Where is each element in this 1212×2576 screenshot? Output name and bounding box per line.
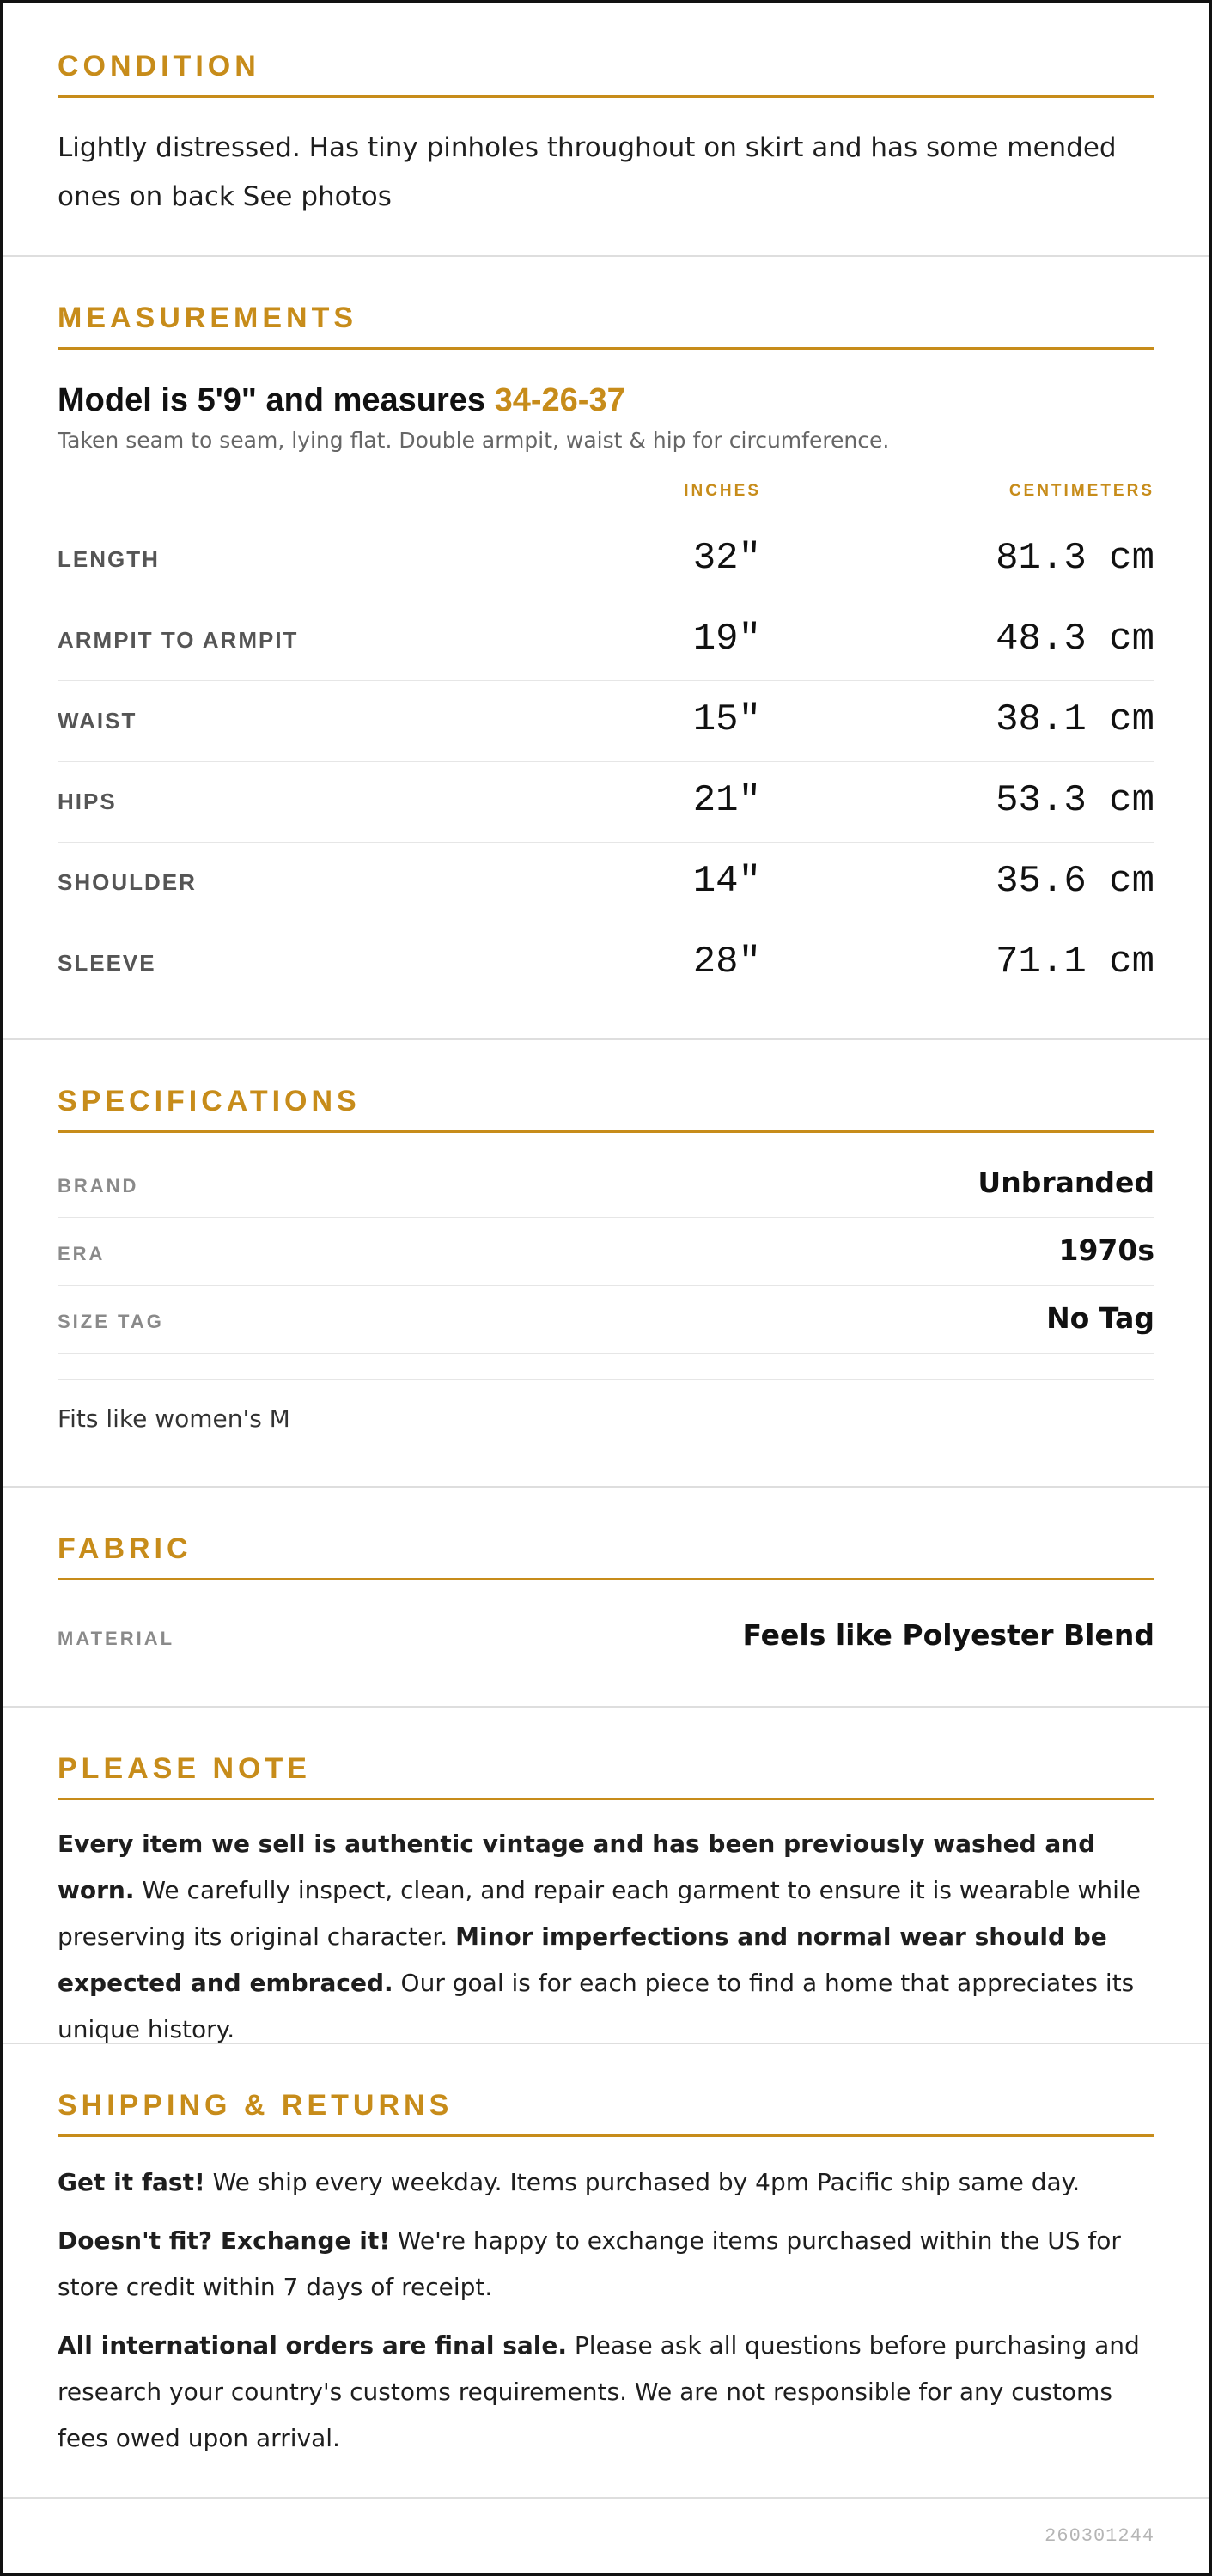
measurement-label: ARMPIT TO ARMPIT	[58, 627, 299, 653]
fabric-row-material	[58, 1603, 1154, 1670]
item-code: 260301244	[1045, 2525, 1154, 2547]
measurement-label: LENGTH	[58, 546, 160, 572]
measurement-note: Taken seam to seam, lying flat. Double armpit, waist & hip for circumference.	[58, 428, 890, 453]
measurement-cm: 53.3 cm	[996, 779, 1154, 822]
shipping-exchange-paragraph	[58, 2218, 1154, 2311]
shipping-returns-section	[3, 2044, 1209, 2499]
measurement-inches: 15"	[692, 698, 761, 741]
centimeters-column-header: CENTIMETERS	[1008, 482, 1154, 500]
specifications-list	[58, 1150, 1154, 1354]
spec-value: Unbranded	[978, 1166, 1154, 1199]
measurement-cm: 38.1 cm	[996, 698, 1154, 741]
fit-note: Fits like women's M	[58, 1379, 1154, 1433]
shipping-exchange-text: We're happy to exchange items purchased within the US for store credit within 7 days of receipt.	[58, 2226, 1121, 2301]
measurement-cm: 71.1 cm	[996, 941, 1154, 984]
condition-heading: CONDITION	[58, 3, 1154, 98]
fabric-label: MATERIAL	[58, 1628, 175, 1649]
condition-text: Lightly distressed. Has tiny pinholes throughout on skirt and has some mended ones on back See photos	[58, 132, 1117, 212]
spec-label: BRAND	[58, 1175, 139, 1197]
fabric-list	[58, 1603, 1154, 1670]
shipping-exchange-bold: Doesn't fit? Exchange it!	[58, 2226, 390, 2255]
measurement-cm: 81.3 cm	[996, 537, 1154, 580]
measurement-row-sleeve	[58, 923, 1154, 1003]
shipping-fast-text: We ship every weekday. Items purchased by 4pm Pacific ship same day.	[204, 2168, 1081, 2196]
fabric-value: Feels like Polyester Blend	[742, 1618, 1154, 1652]
spec-row-size-tag	[58, 1286, 1154, 1354]
please-note-heading: PLEASE NOTE	[58, 1708, 1154, 1800]
shipping-international-text: Please ask all questions before purchasing and research your country's customs requirements. We are not responsible for any customs fees owed upon arrival.	[58, 2331, 1140, 2452]
measurement-label: HIPS	[58, 789, 117, 814]
measurement-inches: 28"	[692, 941, 761, 984]
shipping-fast-paragraph	[58, 2159, 1154, 2206]
measurement-label: SLEEVE	[58, 950, 156, 976]
please-note-bold-1: Every item we sell is authentic vintage and has been previously washed and worn.	[58, 1830, 1096, 1904]
model-prefix: Model is 5'9" and measures	[58, 382, 495, 418]
measurement-row-waist	[58, 681, 1154, 762]
please-note-section	[3, 1708, 1209, 2044]
measurement-label: SHOULDER	[58, 869, 197, 895]
fabric-heading: FABRIC	[58, 1488, 1154, 1580]
measurements-heading: MEASUREMENTS	[58, 257, 1154, 350]
please-note-bold-2: Minor imperfections and normal wear should be expected and embraced.	[58, 1922, 1107, 1997]
please-note-text	[58, 1821, 1154, 2053]
spec-label: ERA	[58, 1243, 106, 1264]
inches-column-header: INCHES	[684, 482, 761, 500]
condition-section	[3, 3, 1209, 257]
measurement-inches: 21"	[692, 779, 761, 822]
measurements-section	[3, 257, 1209, 1040]
measurement-inches: 32"	[692, 537, 761, 580]
measurement-row-hips	[58, 762, 1154, 843]
please-note-text-2: Our goal is for each piece to find a home that appreciates its unique history.	[58, 1969, 1135, 2043]
fabric-section	[3, 1488, 1209, 1708]
specifications-heading: SPECIFICATIONS	[58, 1040, 1154, 1133]
spec-value: 1970s	[1058, 1233, 1154, 1267]
measurement-column-headers	[58, 468, 1154, 520]
measurement-inches: 14"	[692, 860, 761, 903]
model-measurements	[58, 382, 1154, 419]
measurement-table	[58, 520, 1154, 1003]
spec-row-brand	[58, 1150, 1154, 1218]
measurement-inches: 19"	[692, 618, 761, 661]
please-note-text-1: We carefully inspect, clean, and repair each garment to ensure it is wearable while preserving its original character.	[58, 1876, 1141, 1951]
measurement-cm: 48.3 cm	[996, 618, 1154, 661]
measurement-row-length	[58, 520, 1154, 600]
spec-row-era	[58, 1218, 1154, 1286]
measurement-row-armpit	[58, 600, 1154, 681]
measurement-cm: 35.6 cm	[996, 860, 1154, 903]
measurement-row-shoulder	[58, 843, 1154, 923]
spec-label: SIZE TAG	[58, 1311, 164, 1332]
model-measures-value: 34-26-37	[494, 382, 625, 418]
shipping-international-paragraph	[58, 2323, 1154, 2462]
shipping-fast-bold: Get it fast!	[58, 2168, 205, 2196]
spec-value: No Tag	[1046, 1301, 1154, 1335]
specifications-section	[3, 1040, 1209, 1488]
shipping-heading: SHIPPING & RETURNS	[58, 2044, 1154, 2137]
shipping-international-bold: All international orders are final sale.	[58, 2331, 568, 2360]
measurement-label: WAIST	[58, 708, 137, 734]
